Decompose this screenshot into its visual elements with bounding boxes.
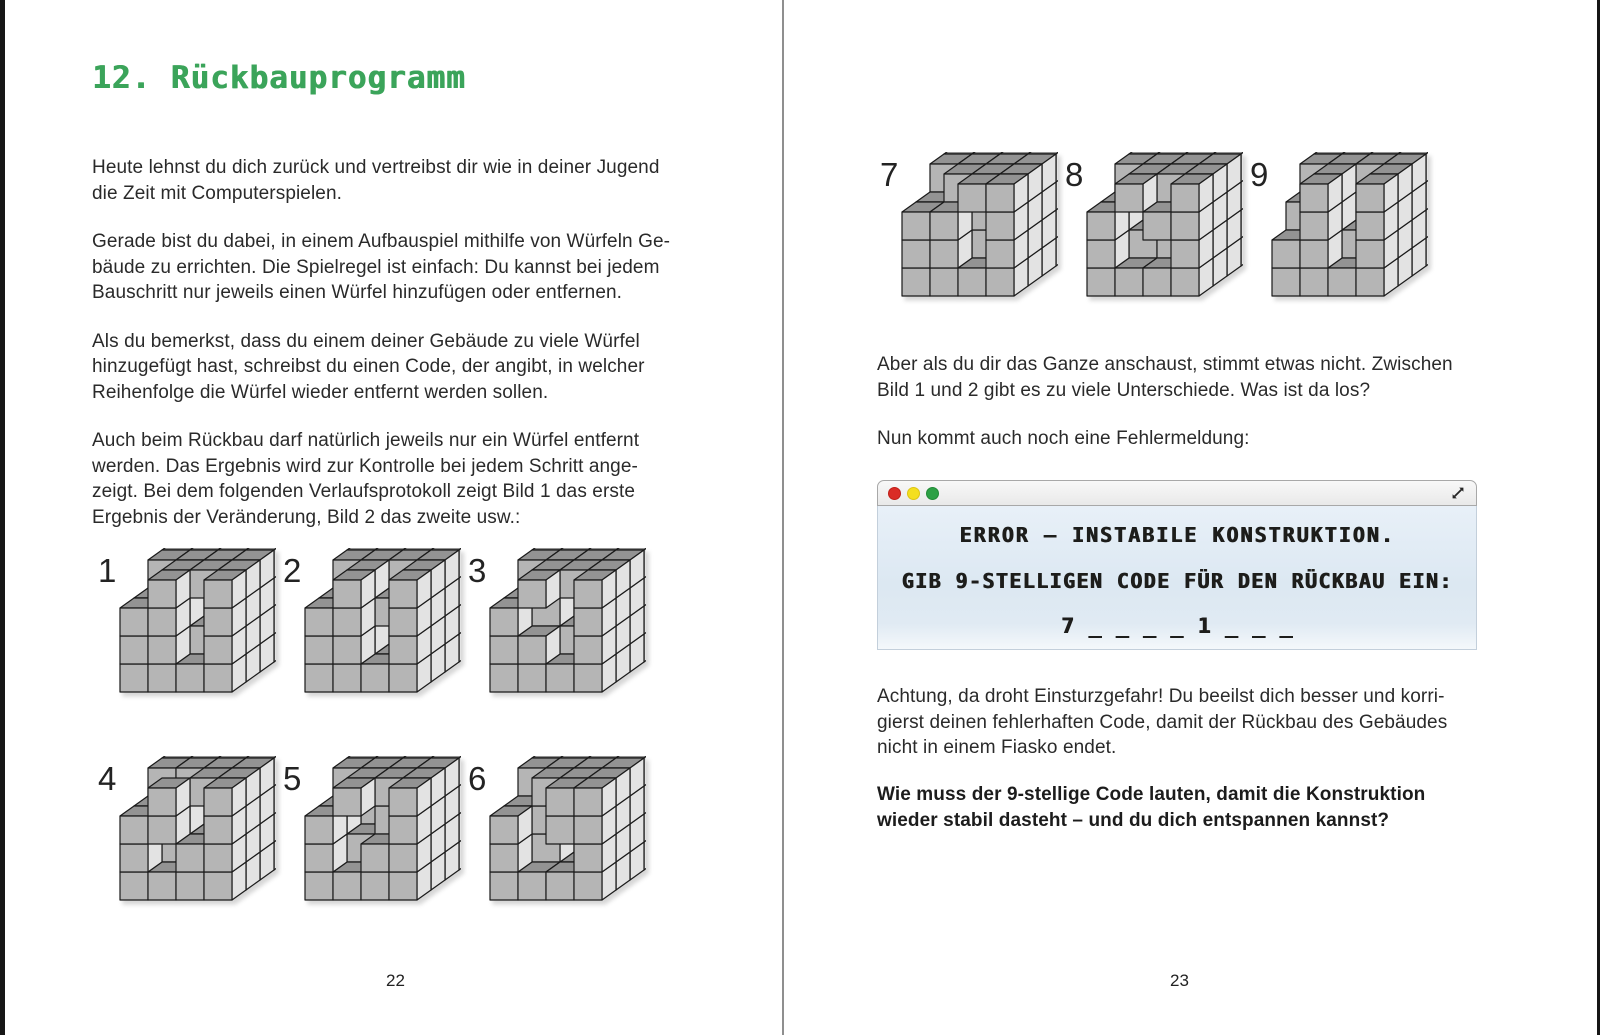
mismatch-text: [877, 352, 1497, 475]
cube-figure-1: [98, 548, 270, 708]
paragraph-error-intro: Nun kommt auch noch eine Fehlermeldung:: [877, 428, 1250, 449]
chapter-title: 12. Rückbauprogramm: [92, 60, 466, 96]
figure-number: 1: [98, 552, 117, 589]
paragraph-1: Heute lehnst du dich zurück und vertreibst dir wie in deiner Jugend die Zeit mit Computerspielen.: [92, 157, 660, 204]
error-message-line2: GIB 9-STELLIGEN CODE FÜR DEN RÜCKBAU EIN:: [901, 569, 1453, 593]
paragraph-4: Auch beim Rückbau darf natürlich jeweils nur ein Würfel entfernt werden. Das Ergebnis wird zur Kontrolle bei jedem Schritt ange- zeigt. Bei dem folgenden Verlaufsprotokoll zeigt Bild 1 das erste Ergebnis der Veränderung, Bild 2 das zweite usw.:: [92, 430, 640, 528]
paragraph-question: Wie muss der 9-stellige Code lauten, damit die Konstruktion wieder stabil dasteht – und du dich entspannen kannst?: [877, 784, 1426, 831]
figure-number: 3: [468, 552, 487, 589]
page-left: [5, 0, 782, 1035]
cube-figure-3: [468, 548, 640, 708]
figure-number: 6: [468, 760, 487, 797]
cube-structure-illustration: [118, 756, 276, 907]
close-button-icon: [888, 487, 901, 500]
window-titlebar: [877, 480, 1477, 506]
cube-structure-illustration: [488, 756, 646, 907]
cube-figure-8: [1065, 152, 1237, 312]
page-number-right: 23: [1170, 971, 1189, 990]
cube-figure-6: [468, 756, 640, 916]
cube-figure-2: [283, 548, 455, 708]
minimize-button-icon: [907, 487, 920, 500]
cube-structure-illustration: [118, 548, 276, 699]
figure-number: 7: [880, 156, 899, 193]
cube-structure-illustration: [900, 152, 1058, 303]
cube-structure-illustration: [488, 548, 646, 699]
window-body: [877, 506, 1477, 650]
error-message-line1: ERROR – INSTABILE KONSTRUKTION.: [959, 523, 1395, 547]
cube-figure-7: [880, 152, 1052, 312]
page-number-left: 22: [386, 971, 405, 990]
cube-figure-9: [1250, 152, 1422, 312]
cube-structure-illustration: [1270, 152, 1428, 303]
figure-number: 8: [1065, 156, 1084, 193]
error-dialog-window: [877, 480, 1477, 650]
figure-number: 4: [98, 760, 117, 797]
zoom-button-icon: [926, 487, 939, 500]
warning-text: [877, 684, 1497, 784]
figure-number: 5: [283, 760, 302, 797]
code-entry-line: 7 _ _ _ _ 1 _ _ _: [1061, 614, 1293, 638]
paragraph-2: Gerade bist du dabei, in einem Aufbauspiel mithilfe von Würfeln Ge- bäude zu errichten. Die Spielregel ist einfach: Du kannst bei jedem Bauschritt nur jeweils einen Würfel hinzufügen oder entfernen.: [92, 231, 671, 303]
cube-structure-illustration: [303, 756, 461, 907]
page-right: [784, 0, 1597, 1035]
fullscreen-expand-icon: [1450, 485, 1466, 501]
cube-figure-4: [98, 756, 270, 916]
paragraph-warning: Achtung, da droht Einsturzgefahr! Du beeilst dich besser und korri- gierst deinen fehlerhaften Code, damit der Rückbau des Gebäudes nicht in einem Fiasko endet.: [877, 686, 1448, 758]
figure-number: 2: [283, 552, 302, 589]
cube-structure-illustration: [1085, 152, 1243, 303]
cube-structure-illustration: [303, 548, 461, 699]
cube-figure-5: [283, 756, 455, 916]
question-text: [877, 782, 1497, 856]
intro-text: [92, 155, 722, 553]
paragraph-mismatch: Aber als du dir das Ganze anschaust, stimmt etwas nicht. Zwischen Bild 1 und 2 gibt es zu viele Unterschiede. Was ist da los?: [877, 354, 1453, 401]
paragraph-3: Als du bemerkst, dass du einem deiner Gebäude zu viele Würfel hinzugefügt hast, schreibst du einen Code, der angibt, in welcher Reihenfolge die Würfel wieder entfernt werden sollen.: [92, 330, 645, 403]
figure-number: 9: [1250, 156, 1269, 193]
